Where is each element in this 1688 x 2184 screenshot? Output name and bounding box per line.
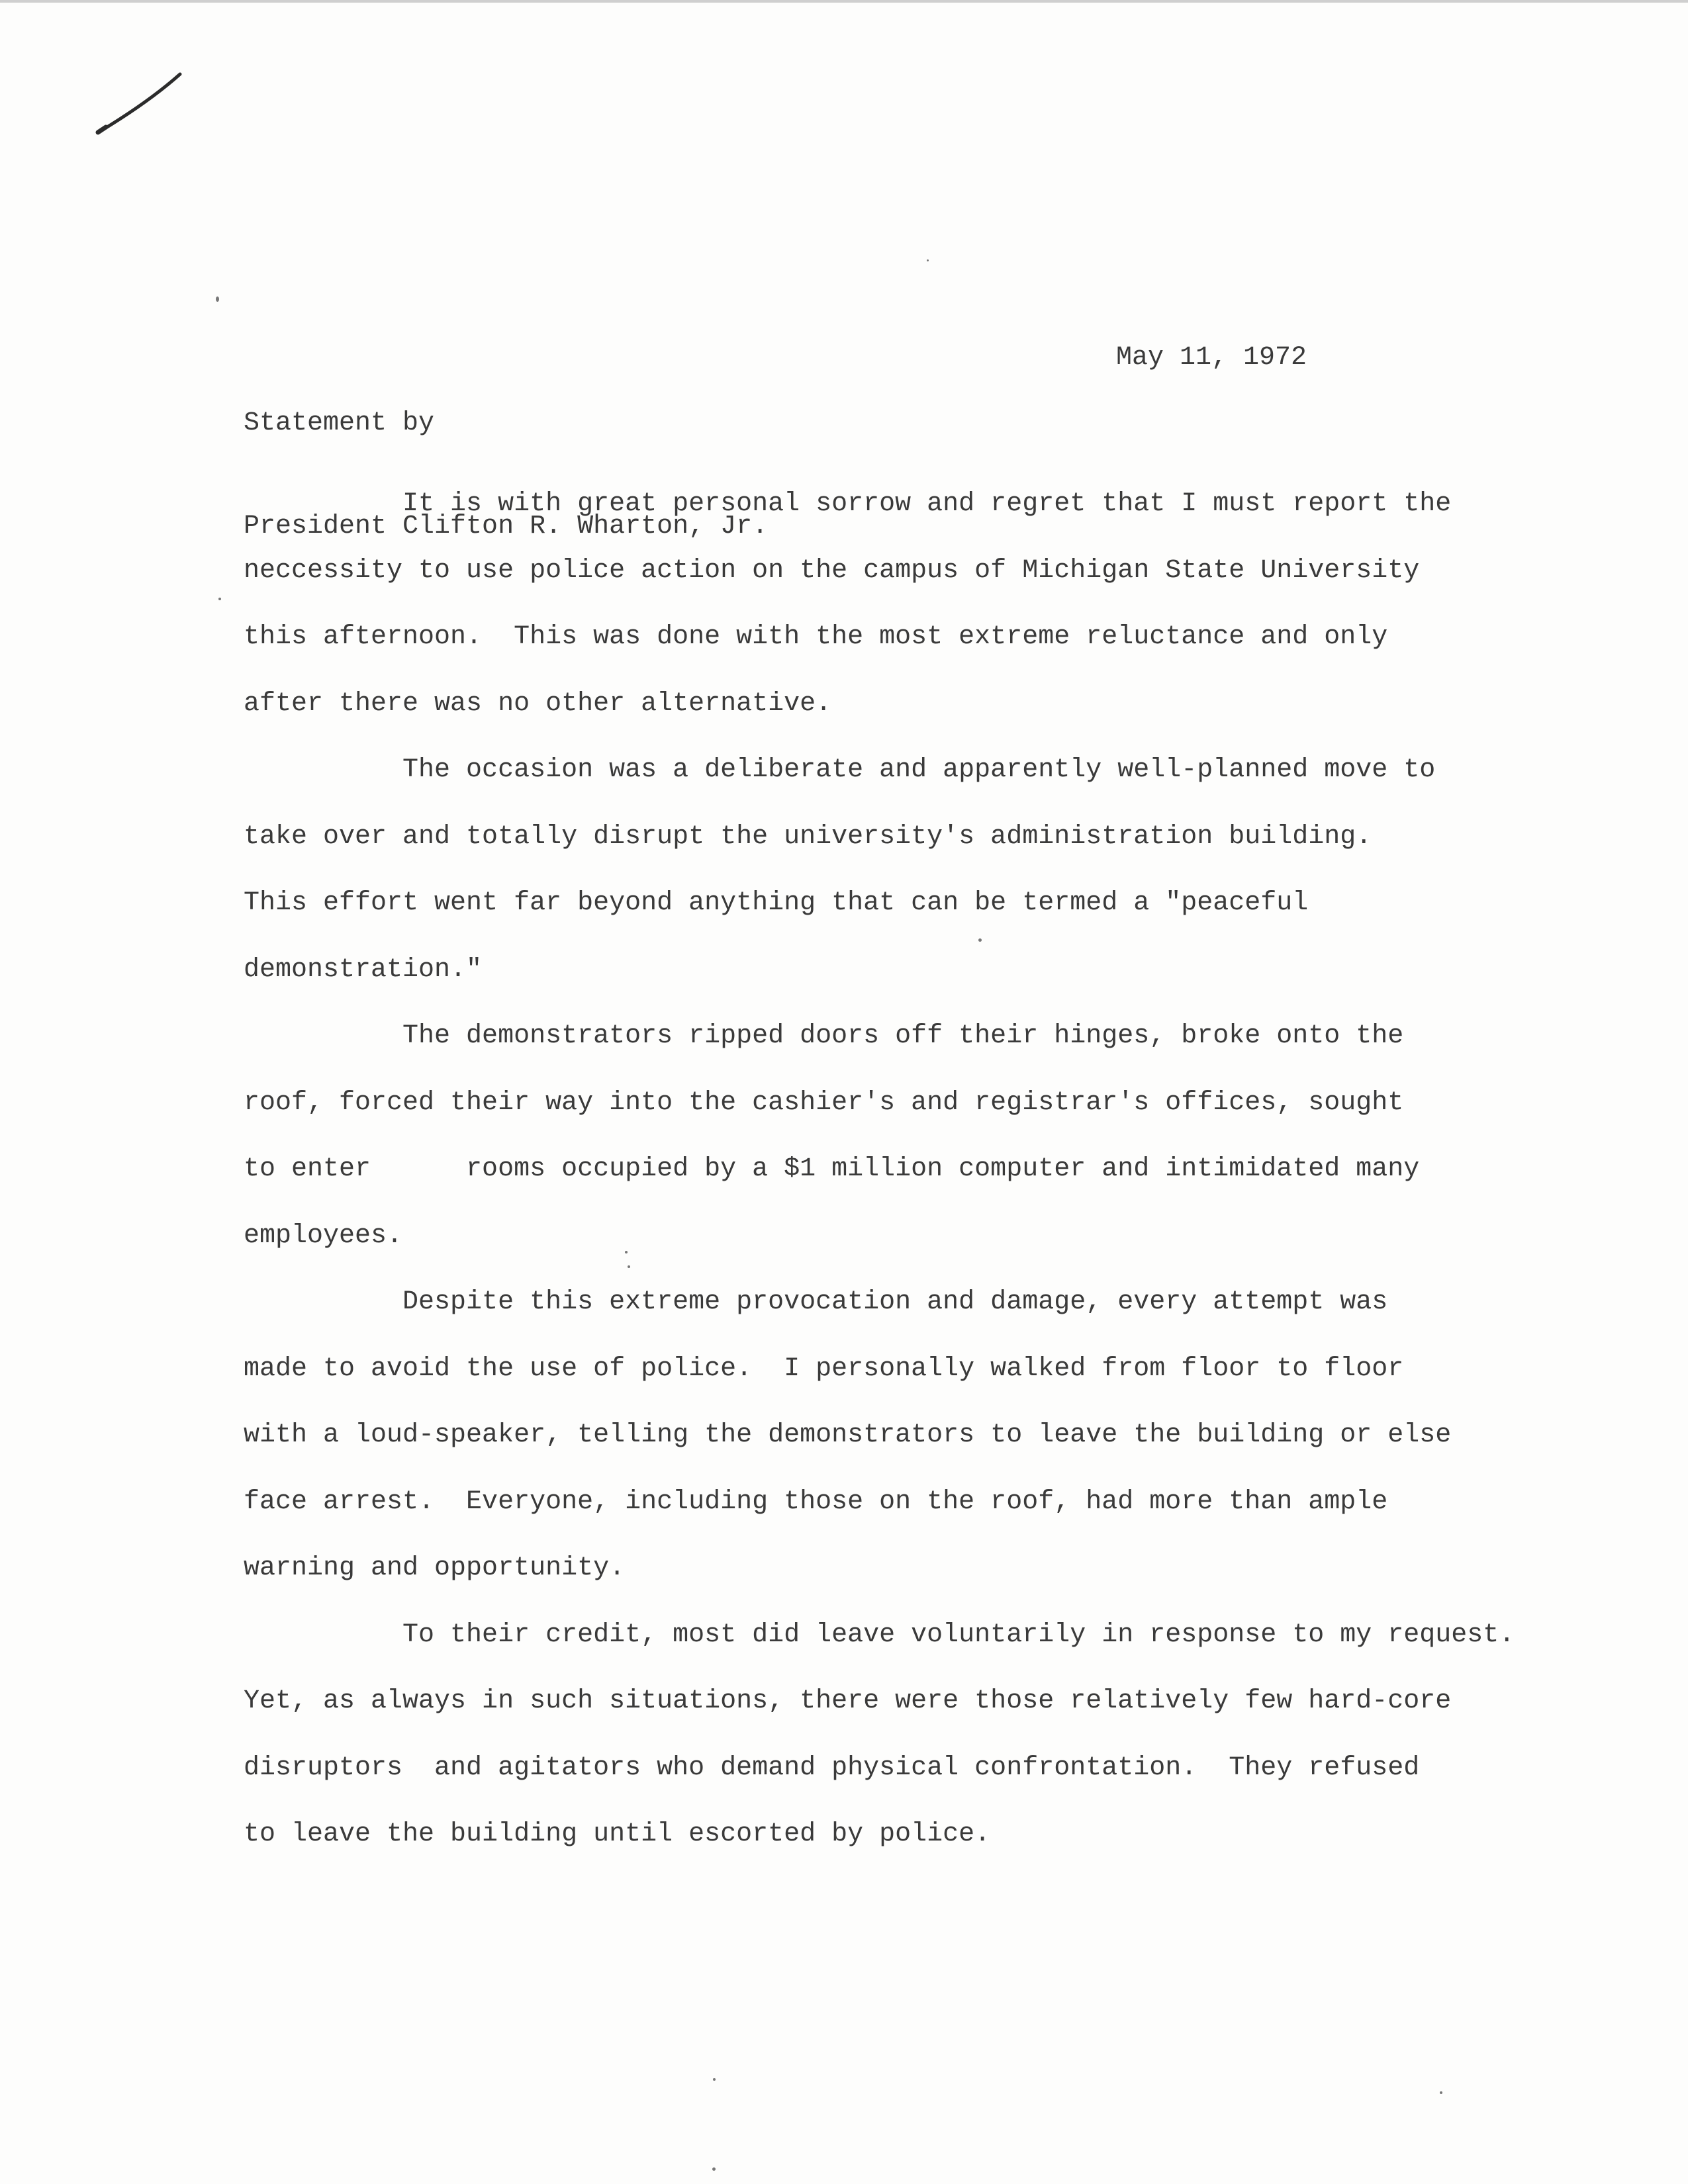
speck [1440,2091,1442,2094]
speck [218,598,221,600]
body-line: this afternoon. This was done with the most extreme reluctance and only [244,622,1388,652]
body-line: neccessity to use police action on the campus of Michigan State University [244,555,1420,586]
body-line: Despite this extreme provocation and damage, every attempt was [244,1287,1388,1317]
body-line: face arrest. Everyone, including those on the roof, had more than ample [244,1486,1388,1517]
speck [713,2078,716,2081]
body-line: Yet, as always in such situations, there were those relatively few hard-core [244,1686,1452,1716]
body-line: employees. [244,1220,403,1251]
speck [927,259,929,261]
body-line: with a loud-speaker, telling the demonstrators to leave the building or else [244,1420,1452,1450]
statement-date: May 11, 1972 [1116,343,1307,373]
body-line: The demonstrators ripped doors off their hinges, broke onto the [244,1021,1404,1051]
pen-mark-icon [93,66,199,146]
body-line: take over and totally disrupt the university's administration building. [244,821,1372,852]
body-line: To their credit, most did leave voluntarily in response to my request. [244,1619,1515,1650]
speck [216,296,219,302]
body-line: to leave the building until escorted by police. [244,1819,991,1849]
body-line: demonstration." [244,954,483,985]
body-line: roof, forced their way into the cashier's and registrar's offices, sought [244,1087,1404,1118]
speck [712,2167,716,2171]
body-line: after there was no other alternative. [244,688,832,719]
body-line: made to avoid the use of police. I personally walked from floor to floor [244,1353,1404,1384]
page-top-edge [0,0,1688,3]
speck [625,1251,628,1253]
body-line: to enter rooms occupied by a $1 million computer and intimidated many [244,1154,1420,1184]
body-line: warning and opportunity. [244,1553,626,1583]
body-line: This effort went far beyond anything that can be termed a "peaceful [244,888,1309,918]
header-line-author: President Clifton R. Wharton, Jr. [244,512,769,541]
header-line-statement-by: Statement by [244,408,435,438]
body-line: It is with great personal sorrow and regret that I must report the [244,489,1452,519]
statement-body [244,471,1541,1868]
body-line: disruptors and agitators who demand physical confrontation. They refused [244,1752,1420,1783]
body-line: The occasion was a deliberate and apparently well-planned move to [244,755,1436,785]
speck [628,1265,630,1268]
speck [978,938,982,942]
